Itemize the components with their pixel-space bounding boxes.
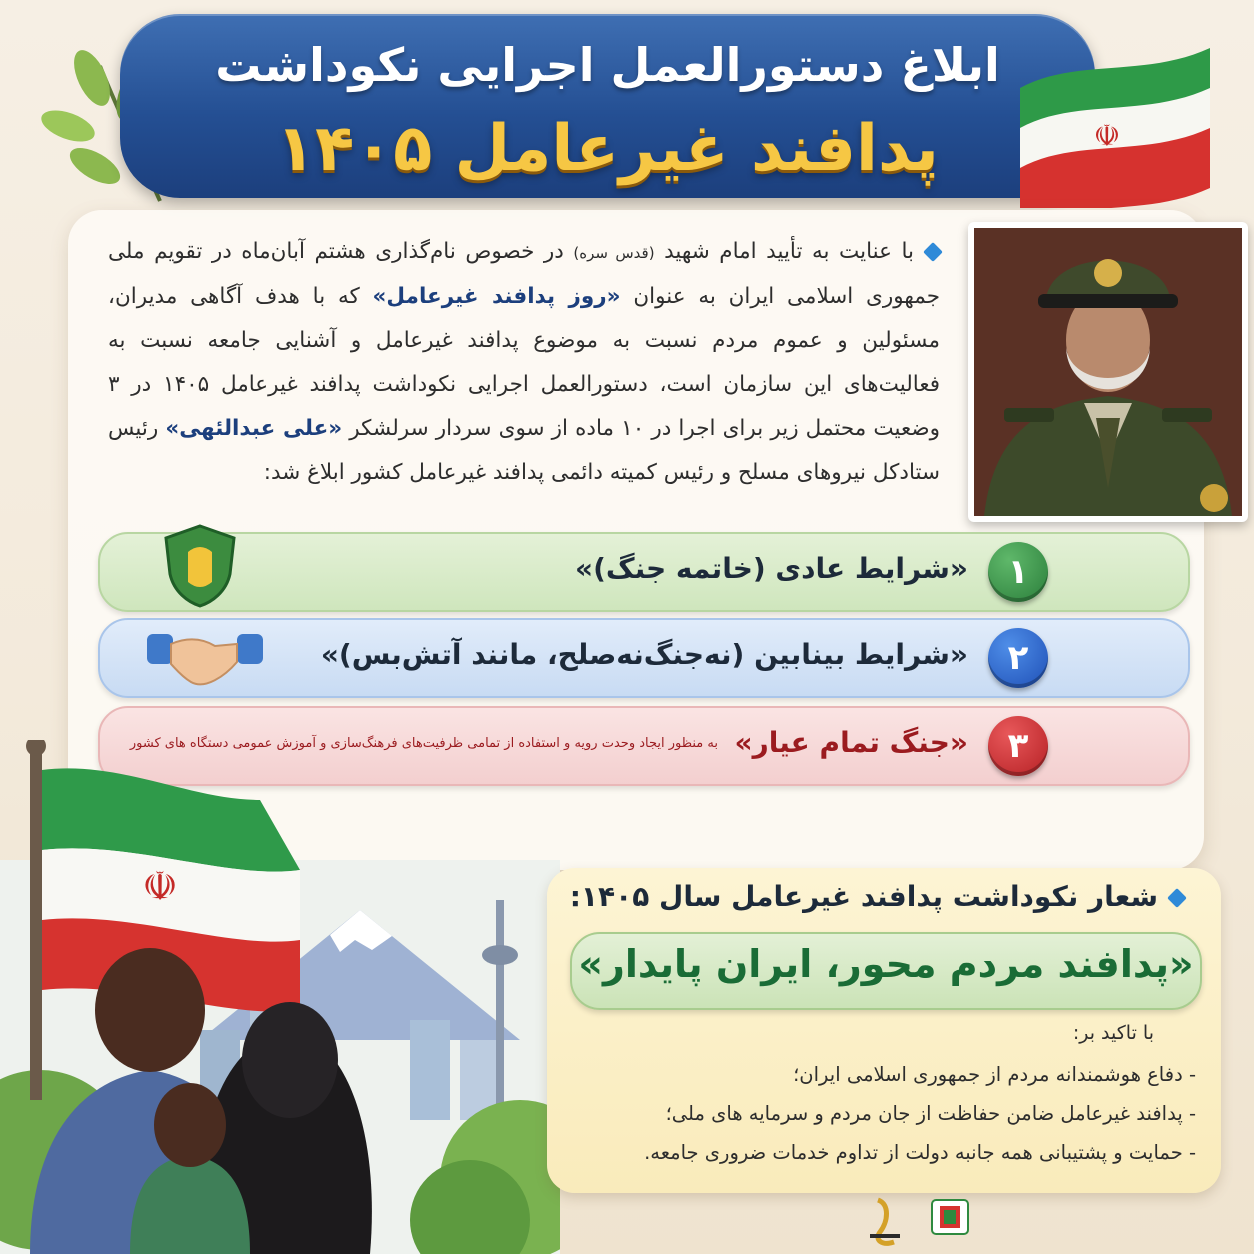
shield-icon: [160, 522, 240, 608]
organization-logo-icon: [932, 1200, 968, 1234]
diamond-bullet-icon: [923, 242, 943, 262]
emphasis-item-1: - دفاع هوشمندانه مردم از جمهوری اسلامی ایران؛: [793, 1063, 1196, 1086]
slogan-box: [570, 932, 1202, 1010]
header-title-line2: پدافند غیرعامل ۱۴۰۵: [276, 112, 939, 186]
condition-number-1: ۱: [988, 542, 1048, 602]
slogan-heading: [570, 880, 1184, 913]
condition-number-2: ۲: [988, 628, 1048, 688]
intro-bold-name: «علی عبدالئهی»: [165, 416, 343, 441]
handshake-icon: [145, 624, 265, 694]
intro-text-4: رئیس ستادکل نیروهای مسلح و رئیس کمیته دائمی پدافند غیرعامل کشور ابلاغ شد:: [108, 416, 940, 485]
footer-logos: [860, 1192, 980, 1252]
condition-label-3: «جنگ تمام عیار»: [734, 726, 968, 759]
condition-label-1: «شرایط عادی (خاتمه جنگ)»: [575, 552, 968, 585]
slogan-text: «پدافند مردم محور، ایران پایدار»: [578, 942, 1194, 986]
family-city-scene: [0, 740, 560, 1254]
intro-text-small: (قدس سره): [573, 244, 655, 262]
condition-row-1: [98, 532, 1190, 612]
intro-text-2: در خصوص نام‌گذاری هشتم آبان‌ماه در تقویم ملی جمهوری اسلامی ایران به عنوان: [108, 239, 940, 309]
condition-row-2: [98, 618, 1190, 698]
intro-bold-day: «روز پدافند غیرعامل»: [372, 284, 621, 309]
iran-flag-ribbon: [995, 28, 1220, 208]
intro-paragraph: [108, 230, 940, 495]
header-title-line1: ابلاغ دستورالعمل اجرایی نکوداشت: [215, 38, 1000, 92]
header-banner: [120, 14, 1095, 198]
portrait-photo: [968, 222, 1248, 522]
intro-text-3: که با هدف آگاهی مدیران، مسئولین و عموم مردم نسبت به موضوع پدافند غیرعامل و آشنایی جامعه نسبت به فعالیت‌های این سازمان است، دستورالعمل اجرایی نکوداشت پدافند غیرعامل ۱۴۰۵ در ۳ وضعیت محتمل زیر برای اجرا در ۱۰ ماده از سوی سردار سرلشکر: [108, 284, 940, 441]
svg-text:☫: ☫: [142, 864, 178, 910]
portrait-illustration: [974, 228, 1242, 516]
svg-text:☫: ☫: [1093, 119, 1121, 154]
calligraphy-logo-icon: [870, 1200, 900, 1243]
intro-text-1: با عنایت به تأیید امام شهید: [654, 239, 915, 264]
emphasis-label: با تاکید بر:: [1072, 1022, 1154, 1044]
diamond-bullet-icon: [1167, 888, 1187, 908]
condition-note-3: به منظور ایجاد وحدت رویه و استفاده از تمامی ظرفیت‌های فرهنگ‌سازی و آموزش عمومی دستگاه های کشور: [129, 736, 718, 751]
emphasis-item-3: - حمایت و پشتیبانی همه جانبه دولت از تداوم خدمات ضروری جامعه.: [644, 1141, 1196, 1164]
emphasis-item-2: - پدافند غیرعامل ضامن حفاظت از جان مردم و سرمایه های ملی؛: [665, 1102, 1196, 1125]
slogan-heading-text: شعار نکوداشت پدافند غیرعامل سال ۱۴۰۵:: [569, 880, 1158, 913]
condition-label-2: «شرایط بینابین (نه‌جنگ‌نه‌صلح، مانند آتش‌بس)»: [320, 638, 968, 671]
condition-number-3: ۳: [988, 716, 1048, 776]
